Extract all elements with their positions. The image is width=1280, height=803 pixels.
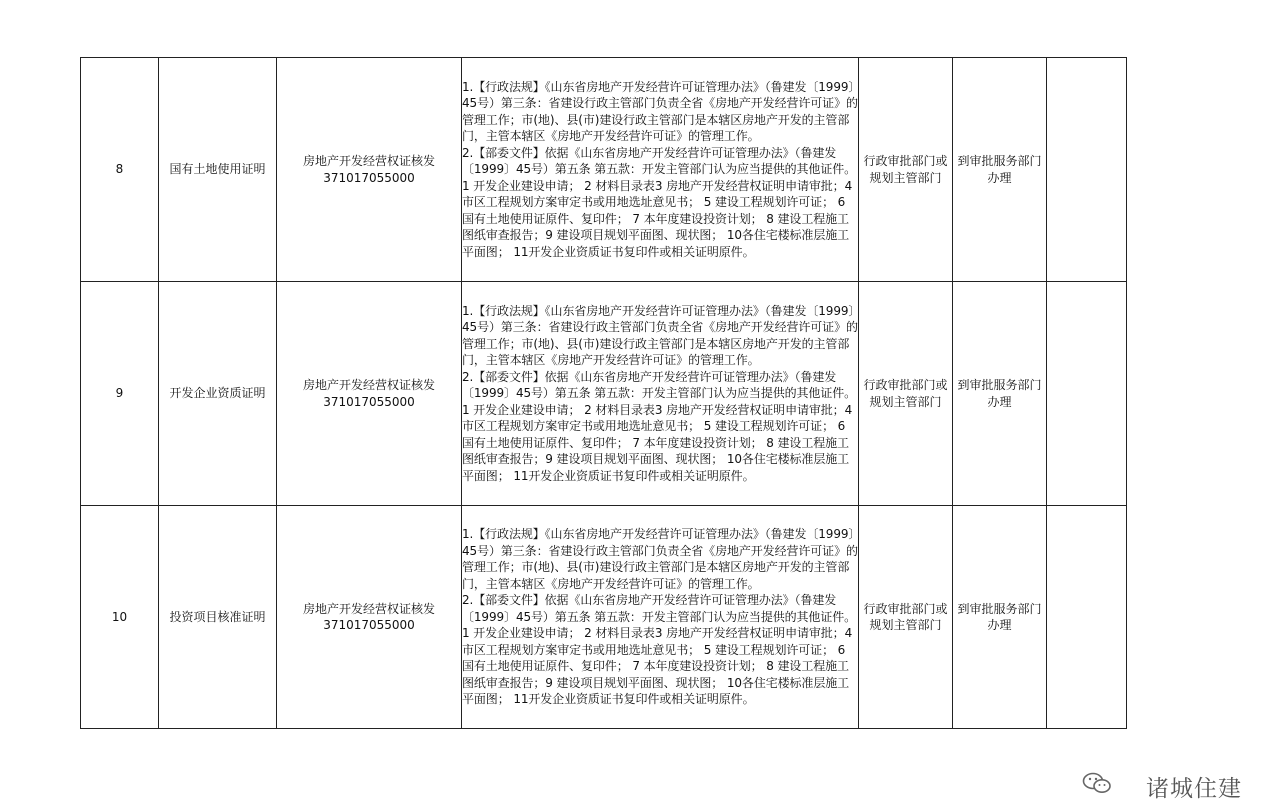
basis-ministry-document: 2.【部委文件】依据《山东省房地产开发经营许可证管理办法》（鲁建发〔1999〕45号）第五条 第五款：开发主管部门认为应当提供的其他证件。 1 开发企业建设申请； 2 材料目录表3 房地产开发经营权证明申请审批；4 市区工程规划方案审定书或用地选址意见书； 5 建设工程规划许可证； 6 国有土地使用证原件、复印件； 7 本年度建设投资计划； 8 建设工程施工图纸审查报告；9 建设项目规划平面图、现状图； 10各住宅楼标准层施工平面图； 11开发企业资质证书复印件或相关证明原件。 — [462, 145, 857, 259]
item-code: 371017055000 — [323, 394, 415, 409]
basis-regulation: 1.【行政法规】《山东省房地产开发经营许可证管理办法》（鲁建发〔1999〕45号）第三条：省建设行政主管部门负责全省《房地产开发经营许可证》的管理工作；市(地)、县(市)建设行政主管部门是本辖区房地产开发的主管部门，主管本辖区《房地产开发经营许可证》的管理工作。 — [462, 303, 858, 368]
item-name: 房地产开发经营权证核发 — [302, 601, 435, 616]
table-row — [81, 282, 1127, 506]
item-cell — [277, 58, 462, 282]
issuing-department: 行政审批部门或规划主管部门 — [859, 282, 953, 506]
item-code: 371017055000 — [323, 618, 415, 632]
material-name: 投资项目核准证明 — [159, 506, 277, 729]
remark — [1047, 506, 1127, 729]
remark — [1047, 58, 1127, 282]
materials-table — [80, 57, 1127, 729]
handling-method: 到审批服务部门办理 — [953, 506, 1047, 729]
row-number: 10 — [81, 506, 159, 729]
item-cell — [277, 506, 462, 729]
basis-ministry-document: 2.【部委文件】依据《山东省房地产开发经营许可证管理办法》（鲁建发〔1999〕45号）第五条 第五款：开发主管部门认为应当提供的其他证件。 1 开发企业建设申请； 2 材料目录表3 房地产开发经营权证明申请审批；4 市区工程规划方案审定书或用地选址意见书； 5 建设工程规划许可证； 6 国有土地使用证原件、复印件； 7 本年度建设投资计划； 8 建设工程施工图纸审查报告；9 建设项目规划平面图、现状图； 10各住宅楼标准层施工平面图； 11开发企业资质证书复印件或相关证明原件。 — [462, 593, 857, 707]
remark — [1047, 282, 1127, 506]
basis-regulation: 1.【行政法规】《山东省房地产开发经营许可证管理办法》（鲁建发〔1999〕45号）第三条：省建设行政主管部门负责全省《房地产开发经营许可证》的管理工作；市(地)、县(市)建设行政主管部门是本辖区房地产开发的主管部门，主管本辖区《房地产开发经营许可证》的管理工作。 — [462, 79, 858, 144]
table-row — [81, 58, 1127, 282]
legal-basis — [462, 506, 859, 729]
basis-ministry-document: 2.【部委文件】依据《山东省房地产开发经营许可证管理办法》（鲁建发〔1999〕45号）第五条 第五款：开发主管部门认为应当提供的其他证件。 1 开发企业建设申请； 2 材料目录表3 房地产开发经营权证明申请审批；4 市区工程规划方案审定书或用地选址意见书； 5 建设工程规划许可证； 6 国有土地使用证原件、复印件； 7 本年度建设投资计划； 8 建设工程施工图纸审查报告；9 建设项目规划平面图、现状图； 10各住宅楼标准层施工平面图； 11开发企业资质证书复印件或相关证明原件。 — [462, 369, 857, 483]
item-name: 房地产开发经营权证核发 — [302, 378, 435, 392]
wechat-icon — [1082, 772, 1112, 794]
issuing-department: 行政审批部门或规划主管部门 — [859, 58, 953, 282]
item-cell — [277, 282, 462, 506]
handling-method: 到审批服务部门办理 — [953, 58, 1047, 282]
item-code: 371017055000 — [323, 170, 415, 185]
material-name: 国有土地使用证明 — [159, 58, 277, 282]
material-name: 开发企业资质证明 — [159, 282, 277, 506]
legal-basis — [462, 58, 859, 282]
handling-method: 到审批服务部门办理 — [953, 282, 1047, 506]
legal-basis — [462, 282, 859, 506]
watermark-text: 诸城住建 — [1146, 776, 1242, 802]
table-row — [81, 506, 1127, 729]
basis-regulation: 1.【行政法规】《山东省房地产开发经营许可证管理办法》（鲁建发〔1999〕45号）第三条：省建设行政主管部门负责全省《房地产开发经营许可证》的管理工作；市(地)、县(市)建设行政主管部门是本辖区房地产开发的主管部门，主管本辖区《房地产开发经营许可证》的管理工作。 — [462, 527, 858, 591]
item-name: 房地产开发经营权证核发 — [302, 154, 435, 168]
issuing-department: 行政审批部门或规划主管部门 — [859, 506, 953, 729]
row-number: 9 — [81, 282, 159, 506]
row-number: 8 — [81, 58, 159, 282]
